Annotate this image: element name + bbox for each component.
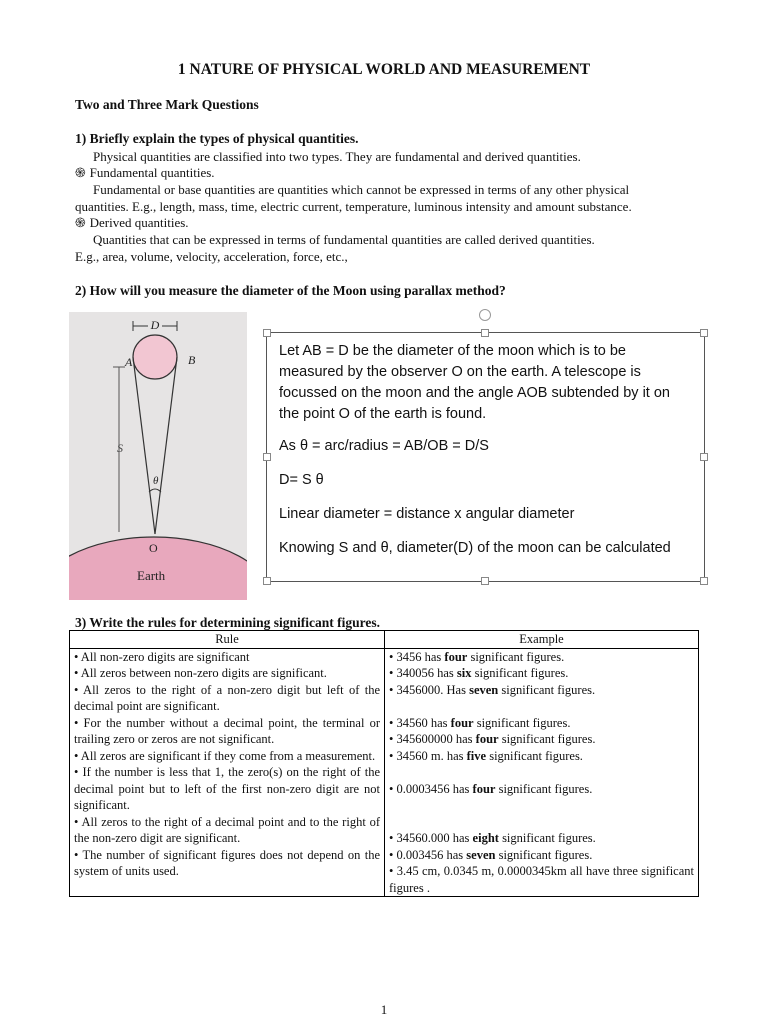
example-item: • 34560.000 has eight significant figures. [389, 831, 596, 845]
parallax-explanation-box[interactable] [266, 332, 705, 582]
resize-handle-top[interactable] [481, 329, 489, 337]
example-item: • 34560 m. has five significant figures. [389, 748, 583, 763]
callout-para-2: As θ = arc/radius = AB/OB = D/S [279, 438, 489, 454]
label-o: O [149, 541, 158, 555]
moon-parallax-diagram [69, 312, 247, 600]
callout-para-1: Let AB = D be the diameter of the moon which is to be measured by the observer O on the earth. A telescope is focussed on the moon and the angle AOB subtended by it on the point O of the earth is found. [279, 343, 670, 422]
swirl-bullet-icon: ֍ [75, 165, 86, 180]
rule-item: • All zeros to the right of a non-zero digit but left of the decimal point are significant. [74, 682, 380, 713]
label-earth: Earth [137, 568, 166, 583]
q1-fundamental-text-1: Fundamental or base quantities are quantities which cannot be expressed in terms of any other physical [93, 182, 630, 197]
rule-item: • All zeros between non-zero digits are significant. [74, 666, 327, 680]
callout-para-3: D= S θ [279, 472, 324, 488]
resize-handle-bottom-left[interactable] [263, 577, 271, 585]
q1-derived-text-2: E.g., area, volume, velocity, acceleration, force, etc., [75, 249, 348, 264]
rotate-handle-icon[interactable] [479, 309, 491, 321]
rule-item: • All non-zero digits are significant [74, 649, 250, 664]
q1-derived-item [75, 214, 189, 231]
table-header-row [70, 631, 699, 649]
column-header-rule: Rule [70, 631, 385, 649]
moon-parallax-svg [69, 312, 247, 600]
example-item: • 0.003456 has seven significant figures. [389, 847, 593, 862]
label-theta: θ [153, 475, 159, 487]
example-cell [385, 648, 699, 897]
angle-arc [149, 489, 161, 492]
example-item: • 34560 has four significant figures. [389, 715, 571, 730]
label-s: S [117, 441, 123, 455]
page-number: 1 [380, 1002, 388, 1017]
q1-derived-text-1: Quantities that can be expressed in terms of fundamental quantities are called derived quantities. [93, 232, 595, 247]
section-heading: Two and Three Mark Questions [75, 97, 259, 112]
example-item: • 340056 has six significant figures. [389, 666, 569, 680]
rule-item: • All zeros to the right of a decimal point and to the right of the non-zero digit are significant. [74, 814, 380, 845]
table-row [70, 648, 699, 897]
q1-derived-label: Derived quantities. [89, 215, 189, 230]
rule-item: • For the number without a decimal point, the terminal or trailing zero or zeros are not significant. [74, 715, 380, 746]
q1-intro: Physical quantities are classified into two types. They are fundamental and derived quantities. [93, 149, 581, 164]
significant-figures-table [69, 630, 699, 897]
line-a-o [133, 357, 155, 534]
question-3: 3) Write the rules for determining significant figures. [75, 615, 380, 630]
callout-para-4: Linear diameter = distance x angular diameter [279, 506, 575, 522]
q1-fundamental-item [75, 164, 215, 181]
example-item: • 3.45 cm, 0.0345 m, 0.0000345km all have three significant figures . [389, 864, 694, 895]
resize-handle-top-right[interactable] [700, 329, 708, 337]
resize-handle-left[interactable] [263, 453, 271, 461]
example-item: • 345600000 has four significant figures. [389, 732, 596, 746]
label-b: B [188, 353, 196, 367]
moon-shape [133, 335, 177, 379]
rule-item: • All zeros are significant if they come from a measurement. [74, 748, 376, 763]
question-2: 2) How will you measure the diameter of the Moon using parallax method? [75, 283, 506, 298]
example-item: • 3456000. Has seven significant figures. [389, 682, 596, 697]
example-item: • 3456 has four significant figures. [389, 649, 565, 664]
rule-cell [70, 648, 385, 897]
callout-para-5: Knowing S and θ, diameter(D) of the moon can be calculated [279, 540, 671, 556]
q1-fundamental-text-2: quantities. E.g., length, mass, time, electric current, temperature, luminous intensity and amount substance. [75, 199, 632, 214]
column-header-example: Example [385, 631, 699, 649]
example-item: • 0.0003456 has four significant figures. [389, 781, 593, 796]
resize-handle-right[interactable] [700, 453, 708, 461]
line-b-o [155, 357, 177, 534]
q1-fundamental-label: Fundamental quantities. [89, 165, 215, 180]
label-a: A [125, 355, 133, 369]
question-1: 1) Briefly explain the types of physical quantities. [75, 131, 359, 146]
rule-item: • If the number is less that 1, the zero(s) on the right of the decimal point but to left of the first non-zero digit are not significant. [74, 765, 380, 812]
resize-handle-top-left[interactable] [263, 329, 271, 337]
resize-handle-bottom[interactable] [481, 577, 489, 585]
resize-handle-bottom-right[interactable] [700, 577, 708, 585]
label-d: D [150, 318, 160, 332]
page-title: 1 NATURE OF PHYSICAL WORLD AND MEASUREMENT [177, 61, 591, 78]
rule-item: • The number of significant figures does not depend on the system of units used. [74, 847, 380, 878]
swirl-bullet-icon: ֍ [75, 215, 86, 230]
